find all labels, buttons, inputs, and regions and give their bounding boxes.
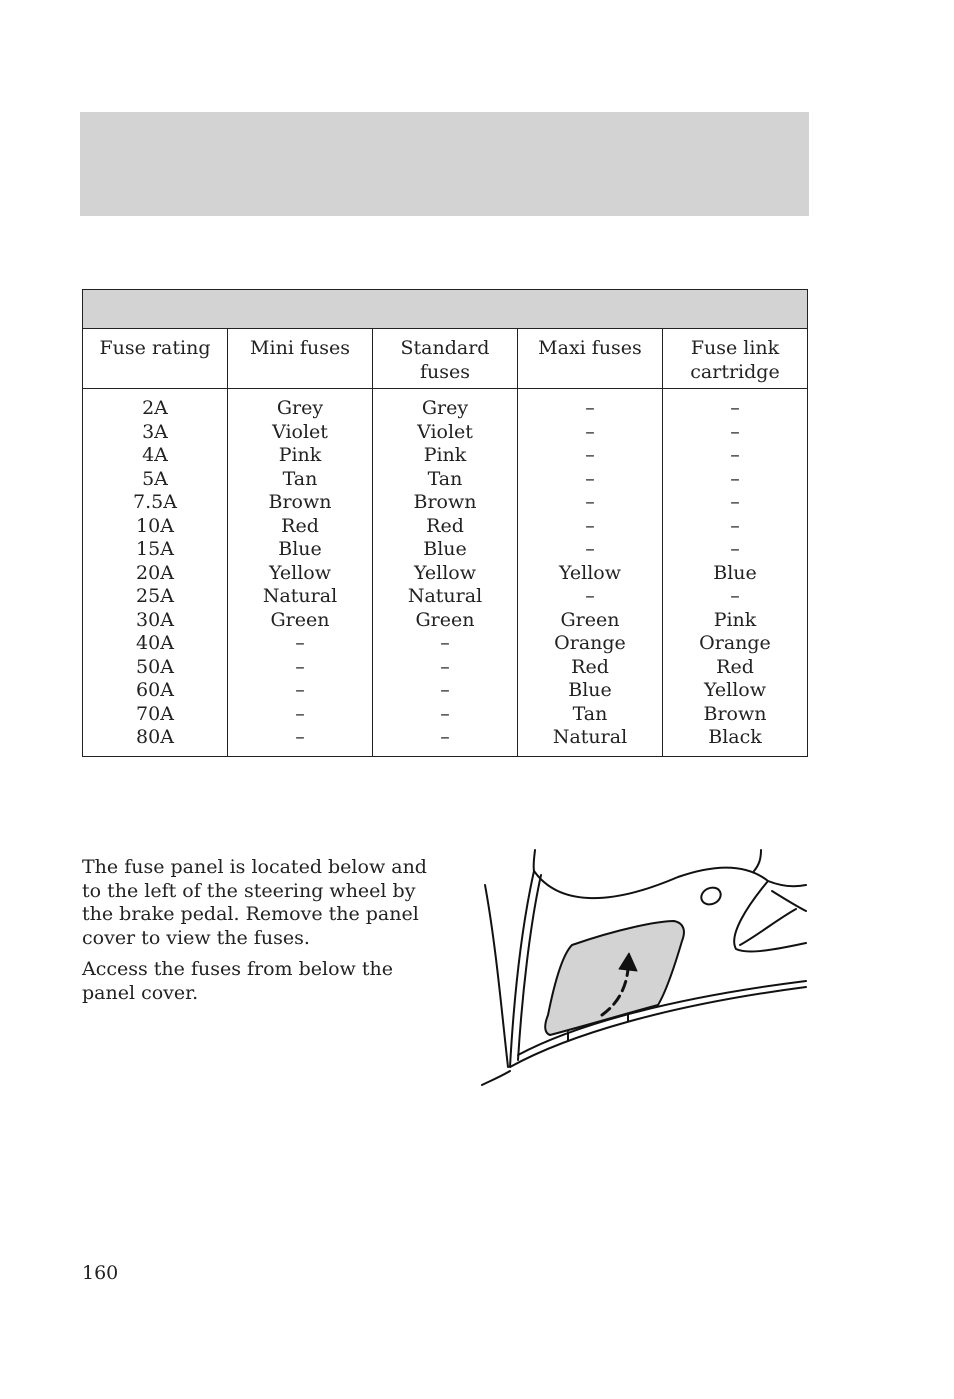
table-cell: Brown: [703, 702, 767, 725]
table-cell: 20A: [136, 561, 174, 584]
table-cell: Red: [281, 514, 319, 537]
table-cell: 30A: [136, 608, 174, 631]
table-cell: –: [730, 538, 740, 560]
table-title-band: [83, 290, 808, 329]
header-fuse-rating: Fuse rating: [83, 329, 228, 389]
standard-fuses-column: [373, 389, 518, 757]
section-header-band: [80, 112, 809, 216]
table-cell: –: [440, 702, 450, 725]
table-cell: Yellow: [704, 679, 766, 701]
table-cell: –: [730, 444, 740, 466]
table-cell: Tan: [572, 702, 608, 725]
table-cell: Yellow: [269, 561, 331, 584]
table-cell: –: [730, 420, 740, 443]
table-cell: 40A: [136, 632, 174, 654]
table-cell: –: [440, 679, 450, 701]
description-paragraph: The fuse panel is located below and to the left of the steering wheel by the brake pedal. Remove the panel cover to view the fuses.: [82, 856, 427, 949]
table-cell: –: [730, 585, 740, 607]
table-cell: –: [440, 726, 450, 748]
table-cell: –: [585, 444, 595, 466]
table-cell: –: [295, 632, 305, 654]
table-cell: 70A: [136, 702, 174, 725]
table-cell: Pink: [278, 444, 322, 466]
table-cell: Yellow: [414, 561, 476, 584]
table-cell: –: [585, 420, 595, 443]
table-cell: 2A: [142, 397, 168, 419]
table-cell: 15A: [136, 538, 174, 560]
fuse-color-table: [82, 289, 808, 757]
table-cell: –: [585, 467, 595, 490]
table-cell: Brown: [413, 491, 477, 513]
table-cell: Pink: [423, 444, 467, 466]
table-cell: Tan: [282, 467, 318, 490]
table-cell: –: [440, 632, 450, 654]
table-cell: Orange: [699, 632, 771, 654]
table-cell: Natural: [407, 585, 483, 607]
table-cell: –: [585, 491, 595, 513]
table-cell: Red: [426, 514, 464, 537]
table-cell: –: [730, 397, 740, 419]
table-cell: Violet: [417, 420, 473, 443]
table-cell: Pink: [713, 608, 757, 631]
table-cell: Brown: [268, 491, 332, 513]
table-cell: 3A: [142, 420, 168, 443]
table-cell: Orange: [554, 632, 626, 654]
table-cell: Green: [560, 608, 620, 631]
header-fuse-link-cartridge: Fuse link cartridge: [663, 329, 808, 389]
fuse-rating-column: [83, 389, 228, 757]
table-cell: 50A: [136, 655, 174, 678]
mini-fuses-column: [228, 389, 373, 757]
table-cell: –: [730, 491, 740, 513]
fuse-link-cartridge-column: [663, 389, 808, 757]
table-cell: Natural: [552, 726, 628, 748]
table-cell: –: [585, 585, 595, 607]
table-cell: Blue: [423, 538, 467, 560]
maxi-fuses-column: [518, 389, 663, 757]
header-standard-fuses: Standard fuses: [373, 329, 518, 389]
header-mini-fuses: Mini fuses: [228, 329, 373, 389]
table-cell: –: [295, 702, 305, 725]
table-cell: –: [295, 726, 305, 748]
table-cell: 4A: [142, 444, 168, 466]
table-cell: 5A: [142, 467, 168, 490]
table-cell: Green: [415, 608, 475, 631]
table-cell: Grey: [276, 397, 324, 419]
table-cell: –: [585, 538, 595, 560]
fuse-panel-illustration: [478, 845, 810, 1090]
table-cell: Tan: [427, 467, 463, 490]
header-maxi-fuses: Maxi fuses: [518, 329, 663, 389]
page-number: 160: [82, 1262, 119, 1284]
table-cell: –: [585, 397, 595, 419]
table-cell: –: [295, 655, 305, 678]
table-cell: Blue: [568, 679, 612, 701]
table-cell: 60A: [136, 679, 174, 701]
table-cell: 80A: [136, 726, 174, 748]
table-cell: Black: [708, 726, 762, 748]
table-cell: Red: [571, 655, 609, 678]
table-cell: –: [440, 655, 450, 678]
fuse-panel-description: [82, 856, 442, 1013]
table-cell: Red: [716, 655, 754, 678]
table-cell: Blue: [713, 561, 757, 584]
table-cell: Yellow: [559, 561, 621, 584]
table-cell: –: [730, 467, 740, 490]
description-paragraph: Access the fuses from below the panel cover.: [82, 958, 393, 1004]
table-cell: 7.5A: [133, 491, 177, 513]
table-cell: Grey: [421, 397, 469, 419]
table-cell: Green: [270, 608, 330, 631]
table-cell: Violet: [272, 420, 328, 443]
table-cell: 10A: [136, 514, 174, 537]
table-cell: –: [730, 514, 740, 537]
table-cell: Natural: [262, 585, 338, 607]
table-cell: Blue: [278, 538, 322, 560]
table-cell: 25A: [136, 585, 174, 607]
table-cell: –: [585, 514, 595, 537]
table-cell: –: [295, 679, 305, 701]
